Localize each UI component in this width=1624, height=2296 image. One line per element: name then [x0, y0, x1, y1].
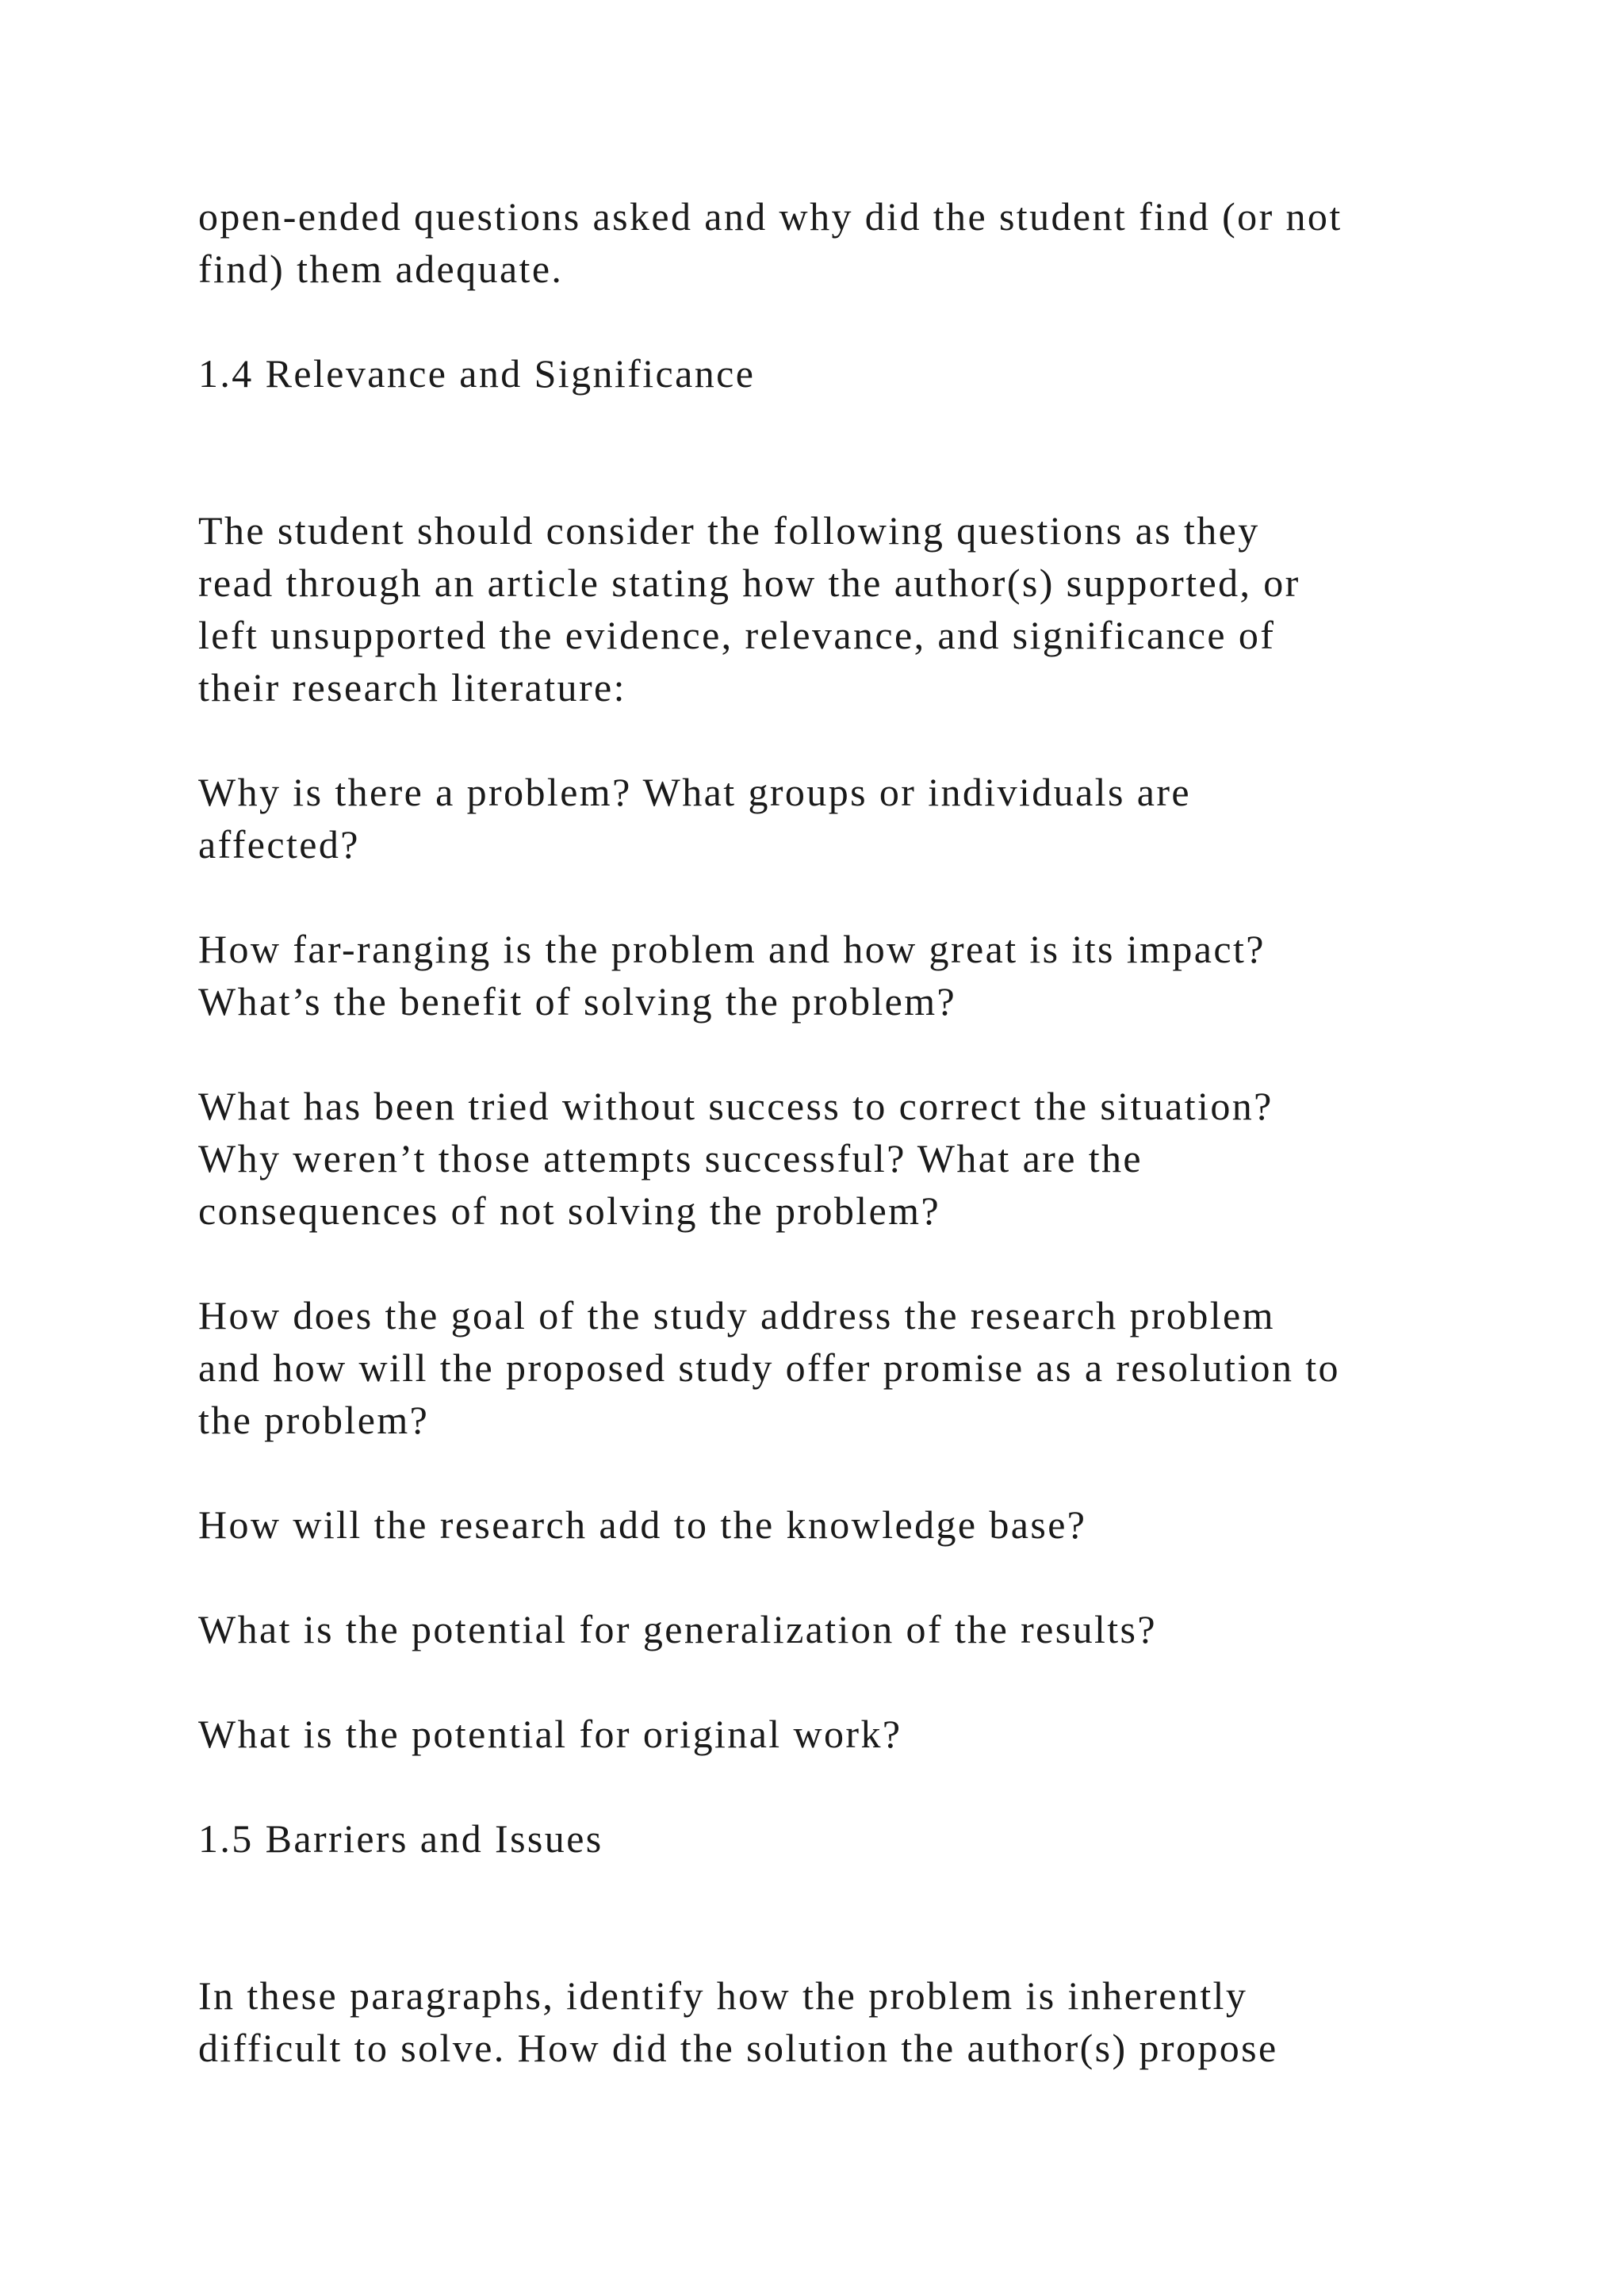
text-line: consequences of not solving the problem? [198, 1188, 941, 1233]
text-line: left unsupported the evidence, relevance, and significance of [198, 613, 1276, 657]
paragraph [198, 1603, 1507, 1655]
document-body [198, 190, 1507, 2126]
text-line: and how will the proposed study offer promise as a resolution to [198, 1345, 1340, 1390]
text-line: their research literature: [198, 665, 626, 710]
text-line: 1.5 Barriers and Issues [198, 1816, 603, 1861]
text-line: find) them adequate. [198, 247, 564, 291]
text-line: read through an article stating how the author(s) supported, or [198, 561, 1300, 605]
text-line: In these paragraphs, identify how the problem is inherently [198, 1973, 1248, 2018]
text-line: What is the potential for original work? [198, 1712, 902, 1756]
paragraph [198, 1708, 1507, 1760]
paragraph [198, 1080, 1507, 1237]
text-line: How does the goal of the study address the research problem [198, 1293, 1275, 1337]
text-line: How far-ranging is the problem and how great is its impact? [198, 927, 1266, 971]
paragraph [198, 190, 1507, 295]
section-heading [198, 347, 1507, 400]
text-line: open-ended questions asked and why did the student find (or not [198, 194, 1342, 239]
paragraph [198, 766, 1507, 871]
section-heading [198, 1812, 1507, 1865]
paragraph [198, 1498, 1507, 1551]
text-line: 1.4 Relevance and Significance [198, 351, 756, 396]
text-line: difficult to solve. How did the solution the author(s) propose [198, 2026, 1278, 2070]
text-line: What is the potential for generalization of the results? [198, 1607, 1158, 1651]
paragraph [198, 1969, 1507, 2074]
paragraph [198, 923, 1507, 1027]
text-line: What has been tried without success to correct the situation? [198, 1084, 1274, 1128]
text-line: Why is there a problem? What groups or individuals are [198, 770, 1191, 814]
text-line: Why weren’t those attempts successful? What are the [198, 1136, 1143, 1181]
text-line: affected? [198, 822, 360, 867]
text-line: the problem? [198, 1398, 430, 1442]
text-line: What’s the benefit of solving the problem? [198, 979, 957, 1024]
text-line: The student should consider the following questions as they [198, 508, 1260, 553]
paragraph [198, 1289, 1507, 1446]
paragraph [198, 504, 1507, 714]
text-line: How will the research add to the knowledge base? [198, 1502, 1087, 1547]
